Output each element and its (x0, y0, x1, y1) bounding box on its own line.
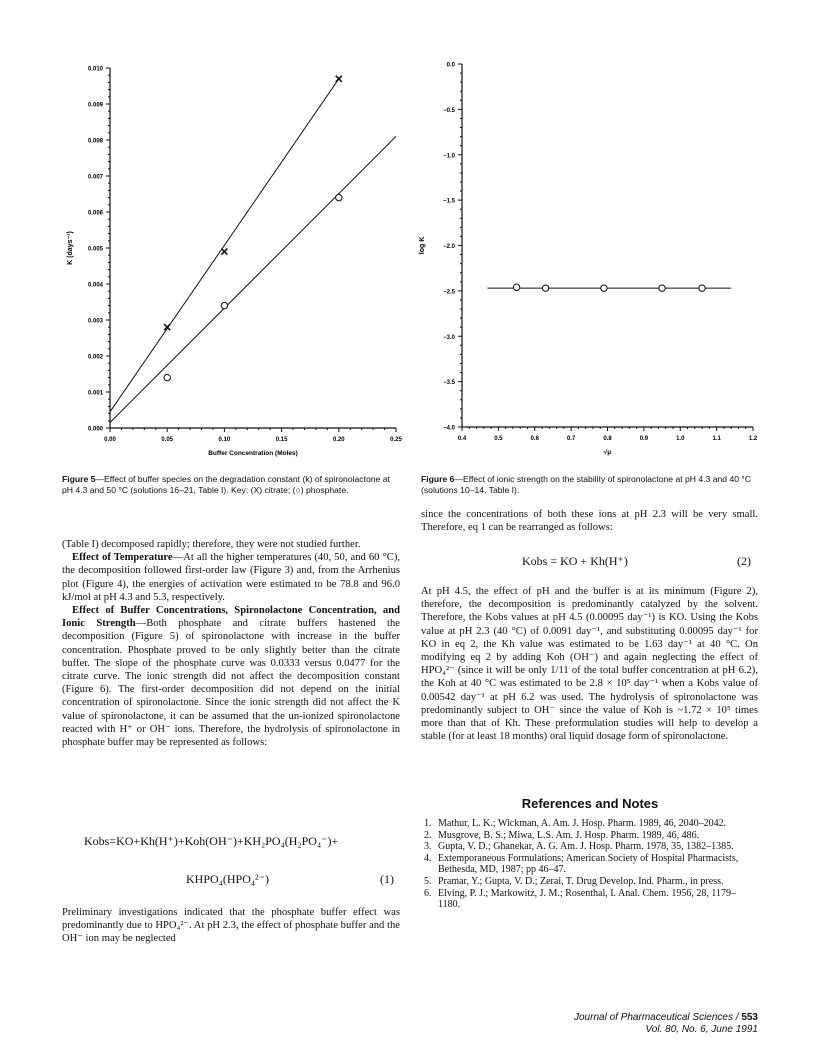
reference-text: Pramar, Y.; Gupta, V. D.; Zerai, T. Drug Develop. Ind. Pharm., in press. (438, 875, 724, 887)
equation-1-line-2 (186, 872, 269, 887)
y-tick-label: 0.001 (87, 390, 103, 397)
equation-2-number (737, 554, 751, 569)
left-column-bottom (62, 906, 400, 946)
x-tick-label: 0.20 (332, 437, 345, 443)
figure-6-caption-text: —Effect of ionic strength on the stability of spironolactone at pH 4.3 and 40 °C (solutions 10–14, Table I). (421, 474, 752, 495)
y-tick-label: −3.0 (443, 334, 455, 341)
data-point-circle (542, 285, 548, 291)
data-point-circle (659, 285, 665, 291)
reference-item (424, 888, 758, 911)
references-list (424, 818, 758, 911)
right-column-body (421, 585, 758, 743)
y-tick-label: −3.5 (443, 380, 455, 387)
y-axis-label: log K (419, 236, 426, 255)
reference-item (424, 876, 758, 888)
y-tick-label: 0.008 (87, 138, 103, 145)
data-point-circle (699, 285, 705, 291)
equation-text: Kobs=KO+Kh(H⁺)+Koh(OH⁻)+KH₂PO₄(H₂PO₄⁻)+ (84, 834, 339, 848)
reference-number: 3. (424, 841, 432, 853)
data-point-circle (221, 302, 227, 308)
section-heading: Effect of Temperature (72, 552, 173, 564)
paragraph: At pH 4.5, the effect of pH and the buffer is at its minimum (Figure 2), therefore, the decomposition is predominantly catalyzed by the solvent. Therefore, the Kobs values at pH 4.5 (0.00095 day⁻¹) is KO. Using the Kobs value at pH 2.3 (40 °C) of 0.0091 day⁻¹, and substituting 0.00095 day⁻¹ for KO in eq 2, the Kh value was estimated to be 1.63 day⁻¹ at 40 °C. On modifying eq 2 by adding Koh (OH⁻) and again neglecting the effect of HPO₄²⁻ (since it will be only 1/11 of the total buffer concentration at pH 6.2), the Koh at 40 °C was estimated to be 2.8 × 10⁵ day⁻¹ when a Kobs value of 0.00542 day⁻¹ at pH 6.2 was used. The hydrolysis of spironolactone was predominantly subject to OH⁻ since the value of Koh is ~1.72 × 10⁵ times more than that of Kh. These preformulation studies will help to develop a stable (for at least 18 months) oral liquid dosage form of spironolactone. (421, 586, 758, 743)
references-heading: References and Notes (521, 796, 659, 811)
paragraph-text: —Both phosphate and citrate buffers hastened the decomposition (Figure 5) of spironolactone with increase in the buffer concentration. Phosphate proved to be only slightly better than the citrate buffer. The slope of the phosphate curve was 0.0333 versus 0.0477 for the citrate curve. The ionic strength did not affect the decomposition constant (Figure 6). The first-order decomposition did not depend on the initial concentration of spironolactone. Since the ionic strength did not affect the K value of spironolactone, it can be assumed that the un-ionized spironolactone reacted with H⁺ or OH⁻ ions. Therefore, the hydrolysis of spironolactone in phosphate buffer may be represented as follows: (62, 618, 400, 749)
x-tick-label: 0.00 (104, 437, 116, 443)
y-tick-label: −2.5 (443, 289, 455, 296)
reference-text: Mathur, L. K.; Wickman, A. Am. J. Hosp. Pharm. 1989, 46, 2040–2042. (438, 818, 727, 829)
fit-line (110, 136, 396, 422)
reference-text: Musgrove, B. S.; Miwa, L.S. Am. J. Hosp. Pharm. 1989, 46, 486. (438, 829, 700, 841)
figure-5-caption-text: —Effect of buffer species on the degradation constant (k) of spironolactone at pH 4.3 and 50 °C (solutions 16–21, Table I). Key: (X) citrate; (○) phosphate. (62, 474, 390, 495)
x-axis-label: Buffer Concentration (Moles) (208, 450, 298, 457)
x-tick-label: 0.7 (566, 436, 576, 442)
volume-info: Vol. 80, No. 6, June 1991 (645, 1024, 758, 1035)
paragraph-text: —At all the higher temperatures (40, 50, and 60 °C), the decomposition followed first-order law (Figure 3) and, from the Arrhenius plot (Figure 4), the energies of activation were estimated to be 78.8 and 96.0 kJ/mol at pH 4.3 and 5.3, respectively. (62, 552, 400, 603)
volume-line (574, 1024, 758, 1036)
figure-5-caption (62, 474, 400, 495)
equation-1-number (380, 872, 394, 887)
y-tick-label: 0.009 (87, 102, 103, 109)
right-column (421, 508, 758, 534)
y-tick-label: 0.0 (446, 62, 455, 69)
data-point-x (221, 249, 227, 255)
equation-2 (522, 554, 628, 569)
journal-name: Journal of Pharmaceutical Sciences / (574, 1012, 739, 1023)
figure-6-chart (420, 56, 765, 470)
x-tick-label: 1.1 (712, 436, 721, 442)
left-column (62, 538, 400, 749)
paragraph (62, 551, 400, 604)
reference-item (424, 830, 758, 842)
y-tick-label: −4.0 (443, 425, 455, 432)
reference-text: Extemporaneous Formulations; American Society of Hospital Pharmacists, Bethesda, MD, 1987; pp 46–47. (438, 852, 739, 876)
reference-text: Elving, P. J.; Markowitz, J. M.; Rosenthal, I. Anal. Chem. 1956, 28, 1179–1180. (438, 887, 736, 911)
reference-text: Gupta, V. D.; Ghanekar, A. G. Am. J. Hosp. Pharm. 1978, 35, 1382–1385. (438, 841, 734, 853)
y-tick-label: 0.004 (87, 282, 103, 289)
figure-6-caption-label: Figure 6 (421, 474, 455, 484)
equation-1-line-1 (84, 834, 338, 849)
equation-number: (1) (380, 872, 394, 886)
y-tick-label: −2.0 (443, 244, 455, 250)
figure-5-caption-label: Figure 5 (62, 474, 96, 484)
y-tick-label: −0.5 (443, 107, 455, 114)
y-tick-label: 0.003 (87, 318, 103, 325)
y-tick-label: −1.0 (443, 153, 455, 160)
data-point-circle (513, 284, 519, 290)
x-tick-label: 0.9 (639, 436, 649, 442)
x-tick-label: 0.05 (161, 437, 174, 443)
equation-number: (2) (737, 554, 751, 568)
y-tick-label: −1.5 (443, 198, 455, 205)
data-point-x (336, 76, 342, 82)
x-tick-label: 0.8 (603, 436, 612, 442)
journal-footer (574, 1012, 758, 1036)
paragraph: since the concentrations of both these ions at pH 2.3 will be very small. Therefore, eq 1 can be rearranged as follows: (421, 509, 758, 534)
reference-number: 6. (424, 887, 432, 899)
x-tick-label: 0.25 (390, 437, 402, 443)
data-point-circle (336, 194, 342, 200)
y-axis-label: K (days⁻¹) (67, 231, 74, 265)
paragraph: (Table I) decomposed rapidly; therefore, they were not studied further. (62, 539, 361, 550)
x-tick-label: 0.6 (530, 436, 539, 442)
figure-5-chart (60, 56, 410, 470)
y-tick-label: 0.005 (87, 246, 103, 253)
x-tick-label: 1.0 (676, 436, 685, 442)
figure-6-caption (421, 474, 759, 495)
x-axis-label: √μ (603, 449, 612, 456)
reference-item (424, 853, 758, 876)
equation-text: Kobs = KO + Kh(H⁺) (522, 554, 628, 568)
paragraph (62, 604, 400, 749)
y-tick-label: 0.010 (87, 66, 103, 73)
reference-number: 1. (424, 818, 432, 829)
x-tick-label: 0.15 (275, 437, 288, 443)
y-tick-label: 0.007 (87, 174, 103, 181)
y-tick-label: 0.000 (87, 426, 103, 433)
section-heading: Effect of Buffer Concentrations, Spironolactone Concentration, and Ionic Strength (62, 605, 400, 630)
reference-item (424, 818, 758, 830)
equation-text: KHPO₄(HPO₄²⁻) (186, 872, 269, 886)
x-tick-label: 1.2 (748, 436, 758, 442)
data-point-circle (164, 374, 170, 380)
reference-number: 4. (424, 852, 432, 864)
x-tick-label: 0.5 (494, 436, 503, 442)
paragraph: Preliminary investigations indicated that the phosphate buffer effect was predominantly due to HPO₄²⁻. At pH 2.3, the effect of phosphate buffer and the OH⁻ ion may be neglected (62, 907, 400, 945)
reference-item (424, 841, 758, 853)
y-tick-label: 0.002 (87, 354, 103, 361)
reference-number: 5. (424, 875, 432, 887)
journal-line (574, 1012, 758, 1024)
y-tick-label: 0.006 (87, 210, 103, 217)
data-point-circle (601, 285, 607, 291)
x-tick-label: 0.4 (457, 436, 467, 442)
x-tick-label: 0.10 (218, 437, 231, 443)
reference-number: 2. (424, 829, 432, 841)
fit-line (110, 79, 339, 412)
page-number: 553 (741, 1012, 758, 1023)
